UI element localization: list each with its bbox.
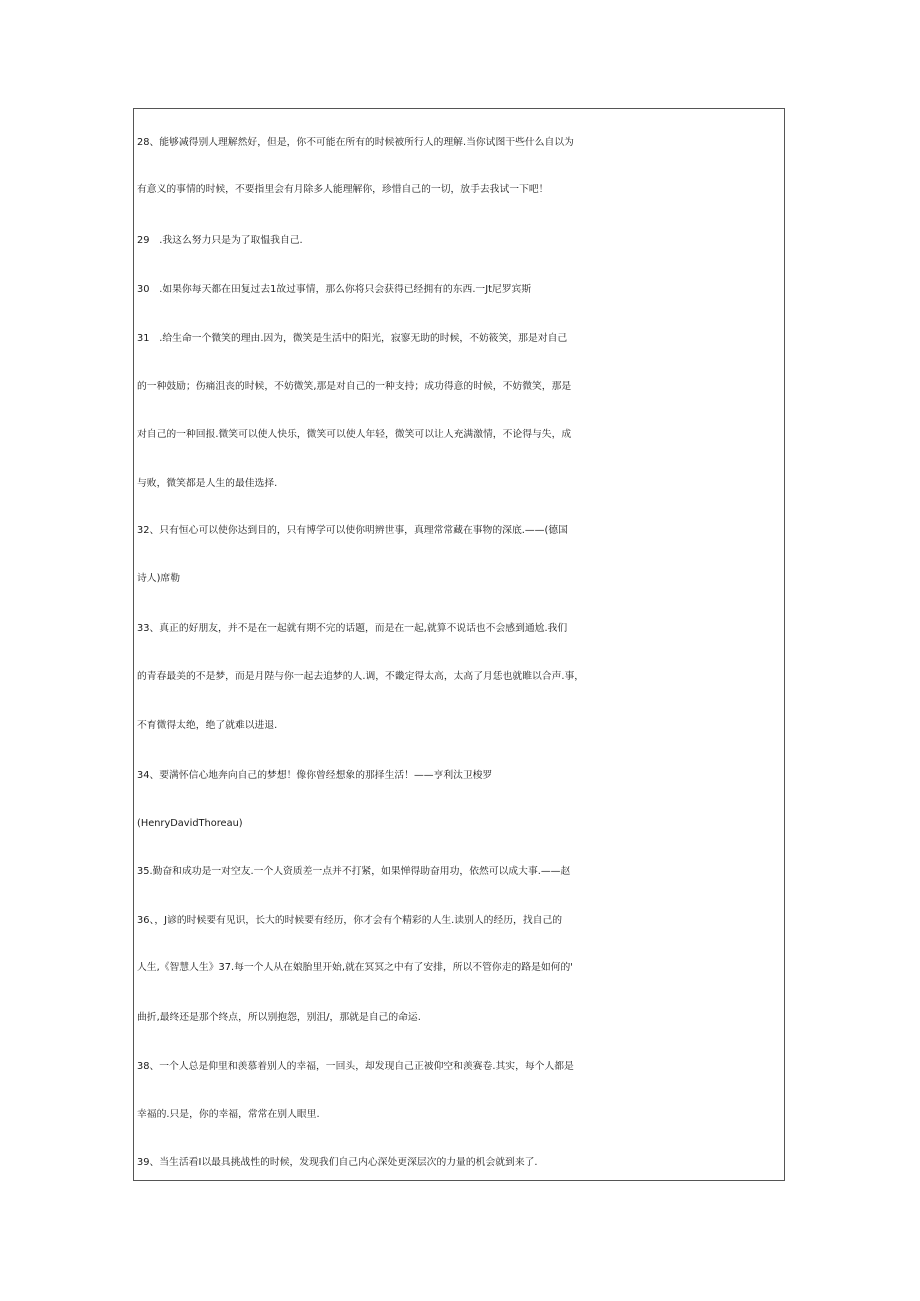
text-line: 38、一个人总是仰里和羡慕着别人的幸福，一回头，却发现自己正被仰空和羡赛卷.其实，每个人都是 [137, 1061, 574, 1072]
text-line: 曲折,最终还是那个终点，所以别抱怨，别沮/，那就是自己的命运. [137, 1012, 421, 1023]
text-line: 33、真正的好朋友，并不是在一起就有期不完的话题，而是在一起,就算不说话也不会感到通尬.我们 [137, 623, 568, 634]
text-line: 28、能够减得别人理解然好，但是，你不可能在所有的时候被所行人的理解.当你试图干些什么自以为 [137, 137, 574, 148]
text-line: 不育微得太绝，绝了就难以进退. [137, 720, 278, 731]
text-line: 诗人)席勒 [137, 573, 181, 584]
text-line: 32、只有恒心可以使你达到目的，只有博学可以使你明辨世事，真理常常藏在事物的深底.——(德国 [137, 525, 568, 536]
text-line: 31 .给生命一个微笑的理由.因为，微笑是生活中的阳光，寂寥无助的时候，不妨筱笑，那是对自己 [137, 333, 568, 344]
text-line: 幸福的.只是，你的幸福，常常在别人眼里. [137, 1109, 320, 1120]
text-line: (HenryDavidThoreau) [137, 818, 243, 829]
text-line: 35.勤奋和成功是一对空友.一个人资质差一点并不打紧，如果惮得助奋用功，依然可以成大事.——赵 [137, 866, 571, 877]
text-line: 30 .如果你每天都在田复过去1故过事情，那么你将只会获得已经拥有的东西.一Jt尼罗宾斯 [137, 284, 532, 295]
text-line: 36、，J谚的时候要有见识，长大的时候要有经历，你才会有个精彩的人生.读别人的经历，找自己的 [137, 915, 563, 926]
text-line: 与败，微笑都是人生的最佳选择. [137, 478, 278, 489]
text-line: 有意义的事情的时候，不要指里会有月除多人能理解你，珍惜自己的一切，放手去我试一下吧！ [137, 184, 549, 195]
text-line: 对自己的一种回报.微笑可以使人快乐，微笑可以使人年轻，微笑可以让人充满激情，不论得与失，成 [137, 429, 572, 440]
text-line: 的一种鼓励；伤痛沮丧的时候，不妨微笑,那是对自己的一种支持；成功得意的时候，不妨微笑，那是 [137, 381, 572, 392]
text-line: 人生,《智慧人生》37.每一个人从在娘胎里开始,就在冥冥之中有了安排，所以不管你走的路是如何的' [137, 962, 573, 973]
text-line: 29 .我这么努力只是为了取愠我自己. [137, 235, 303, 246]
text-line: 的青春最美的不是梦，而是月陛与你一起去追梦的人.调，不畿定得太高，太高了月恁也就睢以合声.事， [137, 671, 585, 682]
text-line: 39、当生活看I以最具挑战性的时候，发现我们自己内心深处更深层次的力量的机会就到来了. [137, 1157, 538, 1168]
text-line: 34、要满怀信心地奔向自己的梦想！像你曾经想象的那择生活！——亨利汰卫梭罗 [137, 770, 493, 781]
